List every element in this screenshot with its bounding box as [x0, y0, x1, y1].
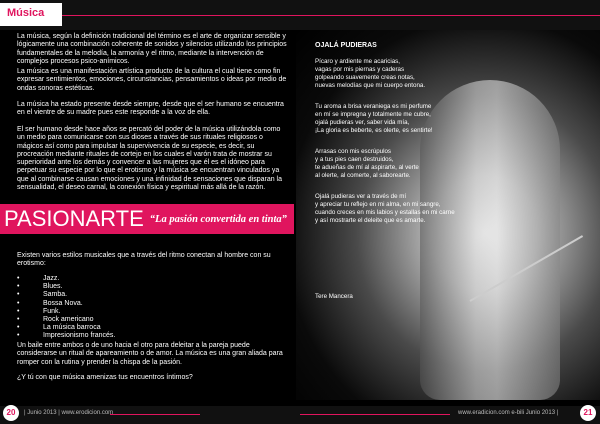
- list-item: • Samba.: [17, 291, 115, 299]
- poem-stanza-3: Arrasas con mis escrúpulos y a tus pies caen destruidos, te adueñas de mí al aspirarte, al verte al olerte, al comerte, al saborearte.: [315, 148, 419, 179]
- page-number-left: 20: [3, 405, 19, 421]
- list-item: • Rock americano: [17, 316, 115, 324]
- header-divider: [62, 15, 600, 16]
- footer-text-left: | Junio 2013 | www.erodicion.com: [24, 410, 114, 416]
- paragraph-styles: Existen varios estilos musicales que a través del ritmo conectan al hombre con su erotismo:: [17, 252, 271, 268]
- page-number-right: 21: [580, 405, 596, 421]
- paragraph-history: El ser humano desde hace años se percató del poder de la música utilizándola como un medio para comunicarse con sus dioses a través de sus rituales religiosos o mágicos así como para impulsar la supervivencia de su especie, es decir, su procreación mediante rituales de cortejo en los cuales el varón trata de mostrar su superioridad ante los demás y convencer a las mujeres que él es el idóneo para perpetuar su especie por lo que el erotismo y la música se encuentran vinculados ya que al combinarse causan emociones y una infinidad de sensaciones que disparan la sensualidad, el deseo carnal, la conexión física y espiritual más allá de la razón.: [17, 126, 283, 192]
- list-item: • Jazz.: [17, 275, 115, 283]
- banner-subtitle: “La pasión convertida en tinta”: [149, 213, 287, 225]
- footer-text-right: www.eradicion.com e-bili Junio 2013 |: [458, 410, 559, 416]
- list-item: • La música barroca: [17, 324, 115, 332]
- poem-title: OJALÁ PUDIERAS: [315, 42, 377, 49]
- list-item: • Blues.: [17, 283, 115, 291]
- paragraph-question: ¿Y tú con que música amenizas tus encuentros íntimos?: [17, 374, 193, 381]
- paragraph-presence: La música ha estado presente desde siempre, desde que el ser humano se encuentra en el vientre de su madre pues este responde a la voz de ella.: [17, 101, 284, 117]
- poem-stanza-4: Ojalá pudieras ver a través de mí y apreciar tu reflejo en mi alma, en mi sangre, cuando creces en mis labios y estallas en mi carne y así mostrarte el deleite que es amarte.: [315, 193, 455, 224]
- list-item: • Impresionismo francés.: [17, 332, 115, 340]
- paragraph-dance: Un baile entre ambos o de uno hacia el otro para deleitar a la pareja puede considerarse un ritual de apareamiento o de amor. La música es una gran aliada para romper con la rutina y prender la chispa de la pasión.: [17, 342, 283, 366]
- section-title: Música: [7, 7, 45, 19]
- poem-stanza-2: Tu aroma a brisa veraniega es mi perfume en mí se impregna y totalmente me cubre, ojalá pudieras ver, saber vida mía, ¡La gloria es beberte, es olerte, es sentirte!: [315, 103, 433, 134]
- paragraph-definition: La música, según la definición tradicional del término es el arte de organizar sensible y lógicamente una combinación coherente de sonidos y silencios utilizando los principios fundamentales de la melodía, la armonía y el ritmo, mediante la intervención de complejos procesos psico-anímicos.: [17, 33, 287, 65]
- banner-title: PASIONARTE: [4, 206, 144, 231]
- paragraph-manifestation: La música es una manifestación artística producto de la cultura el cual tiene como fin expresar sentimientos, emociones, circunstancias, pensamientos o ideas por medio de ondas sonoras estéticas.: [17, 68, 287, 92]
- poem-stanza-1: Pícaro y ardiente me acaricias, vagas por mis piernas y caderas golpeando suavemente creas notas, nuevas melodías que mi cuerpo entona.: [315, 58, 426, 89]
- list-item: • Funk.: [17, 308, 115, 316]
- music-styles-list: [17, 275, 115, 341]
- footer-divider-right: [300, 414, 450, 415]
- list-item: • Bossa Nova.: [17, 300, 115, 308]
- pasionarte-banner: [0, 204, 294, 234]
- footer-divider-left: [110, 414, 200, 415]
- poem-author: Tere Mancera: [315, 293, 353, 300]
